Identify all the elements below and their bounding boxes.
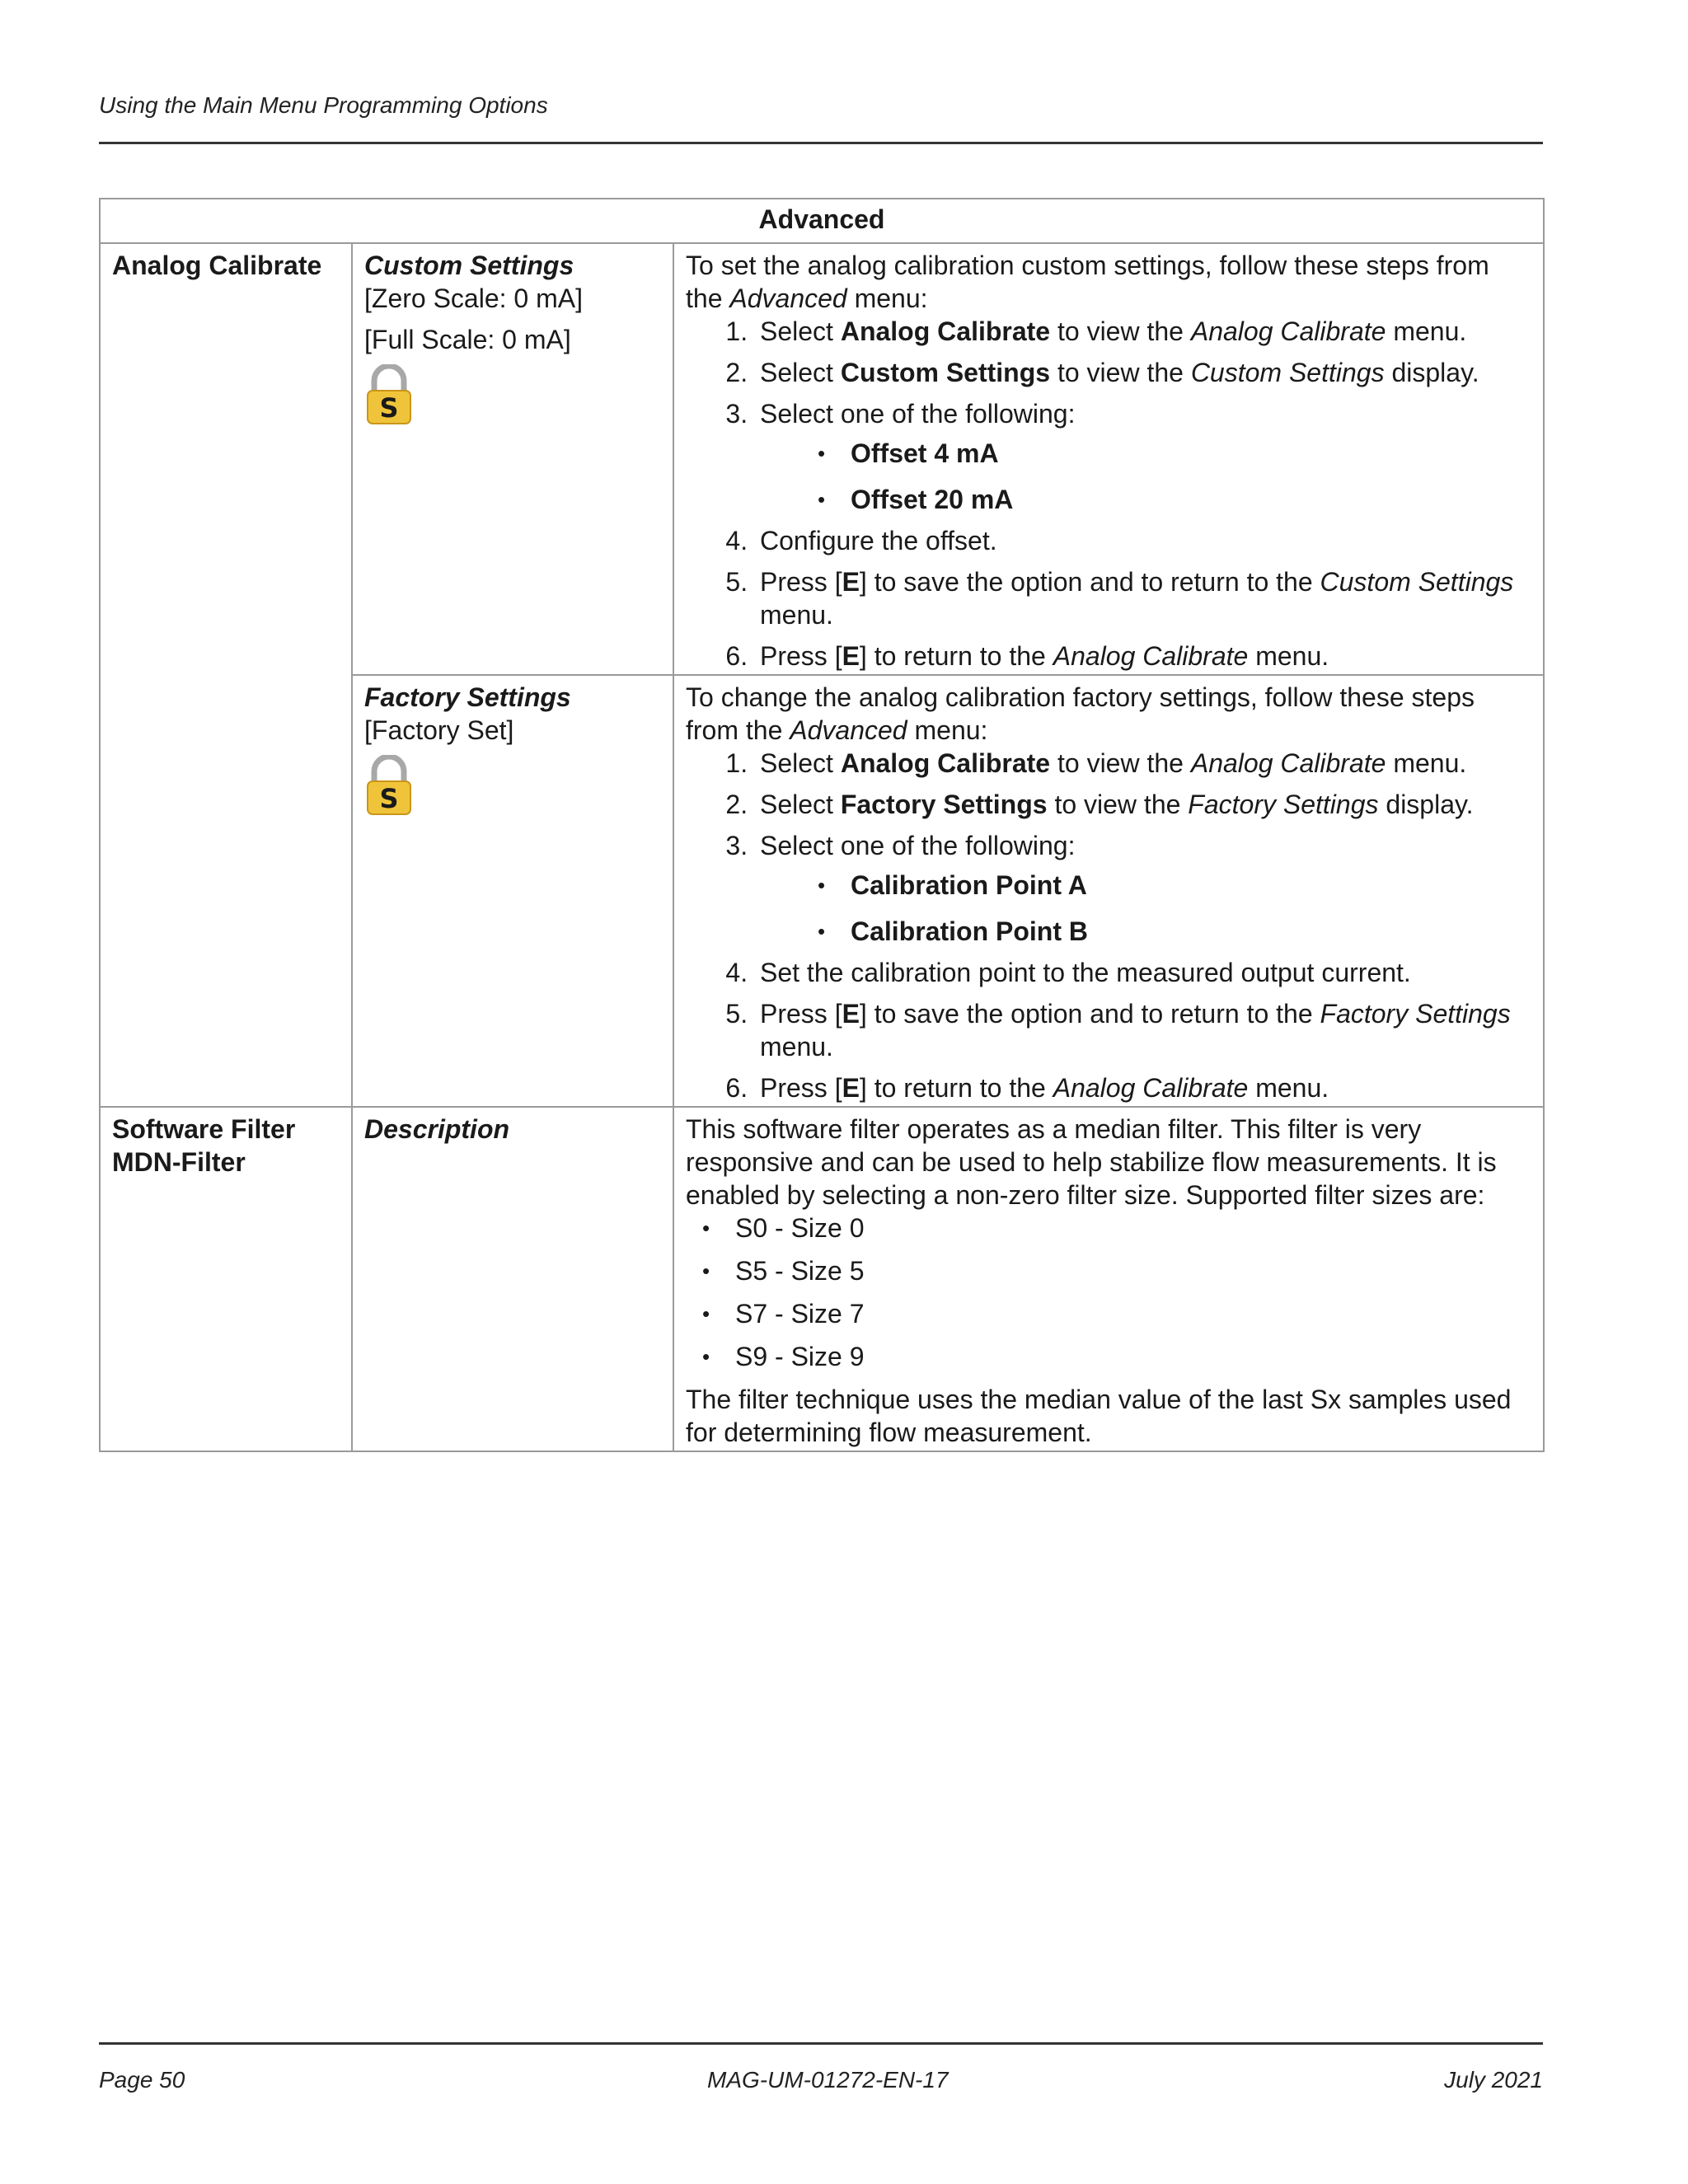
option-item: • Offset 4 mA [846,437,1533,470]
step-item: 5. Press [E] to save the option and to return to the Factory Settings menu. [755,997,1533,1063]
step-item: 6. Press [E] to return to the Analog Calibrate menu. [755,640,1533,673]
security-lock-icon [364,364,414,425]
description-cell-software [673,1107,1544,1451]
list-item: • S9 - Size 9 [735,1340,1533,1373]
table-heading: Advanced [100,199,1544,243]
intro-text: This software filter operates as a median filter. This filter is very responsive and can be used to help stabilize flow measurements. It is enabled by selecting a non-zero filter size. Supported filter sizes are: [686,1114,1497,1210]
table-row [100,243,1544,675]
list-item: • S5 - Size 5 [735,1254,1533,1287]
steps-list [686,747,1533,1104]
table-row [100,1107,1544,1451]
step-item: 6. Press [E] to return to the Analog Calibrate menu. [755,1071,1533,1104]
lock-letter: S [379,392,399,424]
param-value-full-scale: [Full Scale: 0 mA] [364,325,571,354]
header-rule [99,142,1543,144]
param-value-zero-scale: [Zero Scale: 0 mA] [364,284,583,313]
param-title-custom-settings: Custom Settings [364,251,574,280]
step-item: 5. Press [E] to save the option and to return to the Custom Settings menu. [755,565,1533,631]
option-item: • Calibration Point A [846,869,1533,902]
options-list [760,869,1533,948]
footer-rule [99,2042,1543,2045]
options-list [760,437,1533,516]
step-item: 3. Select one of the following: • Offset 4 mA • Offset 20 mA [755,397,1533,516]
steps-list [686,315,1533,673]
group-label-analog-calibrate: Analog Calibrate [112,251,322,280]
publication-date: July 2021 [1444,2067,1543,2093]
intro-text: To change the analog calibration factory settings, follow these steps from the Advanced menu: [686,682,1475,745]
outro-text: The filter technique uses the median value of the last Sx samples used for determining flow measurement. [686,1385,1512,1447]
description-cell-custom [673,243,1544,675]
filter-sizes-list [686,1212,1533,1373]
param-cell-description [352,1107,673,1451]
description-cell-factory [673,675,1544,1107]
param-cell-custom [352,243,673,675]
step-item: 2. Select Factory Settings to view the Factory Settings display. [755,788,1533,821]
step-item: 4. Set the calibration point to the measured output current. [755,956,1533,989]
running-header: Using the Main Menu Programming Options [99,92,548,118]
option-item: • Offset 20 mA [846,483,1533,516]
step-item: 3. Select one of the following: • Calibration Point A • Calibration Point B [755,829,1533,948]
list-item: • S7 - Size 7 [735,1297,1533,1330]
page-number: Page 50 [99,2067,185,2093]
step-item: 4. Configure the offset. [755,524,1533,557]
step-item: 1. Select Analog Calibrate to view the Analog Calibrate menu. [755,747,1533,780]
group-label-mdn-filter: MDN-Filter [112,1147,246,1177]
advanced-table [99,198,1545,1452]
param-title-factory-settings: Factory Settings [364,682,571,712]
option-item: • Calibration Point B [846,915,1533,948]
intro-text: To set the analog calibration custom settings, follow these steps from the Advanced menu: [686,251,1489,313]
group-cell-software [100,1107,352,1451]
document-id: MAG-UM-01272-EN-17 [707,2067,949,2093]
lock-letter: S [379,783,399,814]
list-item: • S0 - Size 0 [735,1212,1533,1244]
group-cell-analog [100,243,352,1107]
param-value-factory-set: [Factory Set] [364,715,514,745]
step-item: 1. Select Analog Calibrate to view the Analog Calibrate menu. [755,315,1533,348]
security-lock-icon [364,755,414,816]
param-cell-factory [352,675,673,1107]
group-label-software-filter: Software Filter [112,1114,296,1144]
param-title-description: Description [364,1114,510,1144]
step-item: 2. Select Custom Settings to view the Custom Settings display. [755,356,1533,389]
